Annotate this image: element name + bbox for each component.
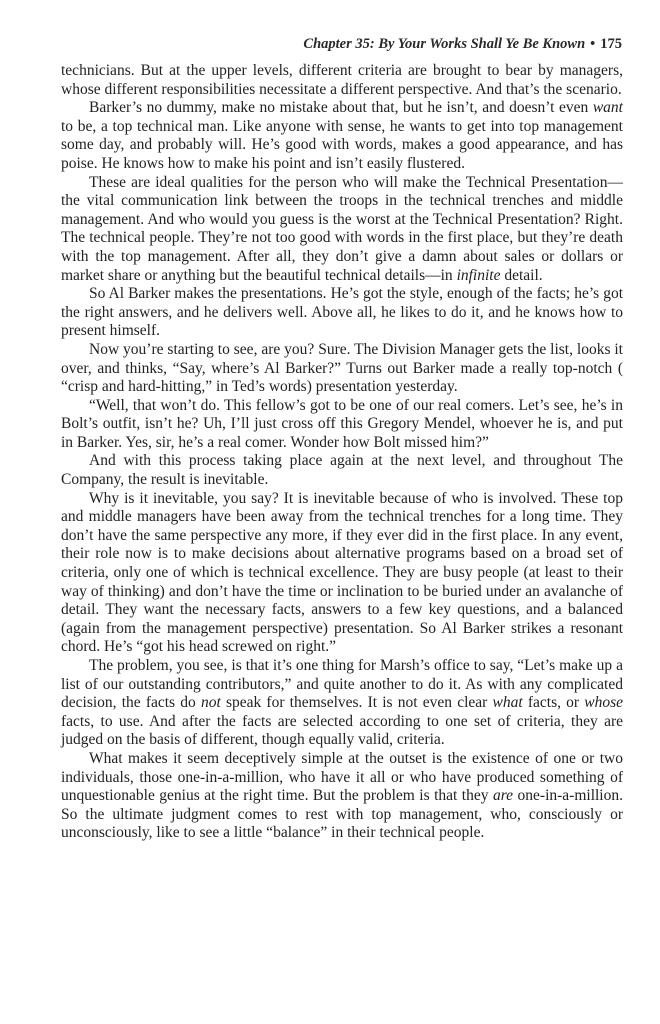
paragraph: Barker’s no dummy, make no mistake about that, but he isn’t, and doesn’t even want to be, a top technical man. Like anyone with sense, he wants to get into top management some day, and probably will. He’s good with words, makes a good appearance, and has poise. He knows how to make his point and isn’t easily flustered. xyxy=(61,99,623,172)
paragraph: And with this process taking place again at the next level, and throughout The Company, the result is inevitable. xyxy=(61,452,623,489)
running-header xyxy=(303,36,622,53)
paragraph: Now you’re starting to see, are you? Sure. The Division Manager gets the list, looks it over, and thinks, “Say, where’s Al Barker?” Turns out Barker made a really top-notch ( “crisp and hard-hitting,” in Ted’s words) presentation yesterday. xyxy=(61,340,623,396)
paragraph: What makes it seem deceptively simple at the outset is the existence of one or two individuals, those one-in-a-million, who have it all or who have produced something of unquestionable genius at the right time. But the problem is that they are one-in-a-million. So the ultimate judgment comes to rest with top management, who, consciously or unconsciously, like to see a little “balance” in their technical people. xyxy=(61,749,623,842)
paragraph: technicians. But at the upper levels, different criteria are brought to bear by managers, whose different responsibilities necessitate a different perspective. And that’s the scenario. xyxy=(61,62,623,98)
page-number: 175 xyxy=(600,36,622,52)
body-text xyxy=(61,62,623,843)
paragraph: “Well, that won’t do. This fellow’s got to be one of our real comers. Let’s see, he’s in Bolt’s outfit, isn’t he? Uh, I’ll just cross off this Gregory Mendel, whoever he is, and put in Barker. Yes, sir, he’s a real comer. Wonder how Bolt missed him?” xyxy=(61,396,623,451)
paragraph: So Al Barker makes the presentations. He’s got the style, enough of the facts; he’s got the right answers, and he delivers well. Above all, he likes to do it, and he knows how to present himself. xyxy=(61,285,623,340)
header-bullet: • xyxy=(590,36,596,52)
paragraph: These are ideal qualities for the person who will make the Technical Presentation—the vital communication link between the troops in the technical trenches and middle management. And who would you guess is the worst at the Technical Presentation? Right. The technical people. They’re not too good with words in the first place, but they’re death with the top management. After all, they don’t give a damn about sales or dollars or market share or anything but the beautiful technical details—in infinite detail. xyxy=(61,173,623,284)
paragraph: The problem, you see, is that it’s one thing for Marsh’s office to say, “Let’s make up a list of our outstanding contributors,” and quite another to do it. As with any complicated decision, the facts do not speak for themselves. It is not even clear what facts, or whose facts, to use. And after the facts are selected according to one set of criteria, they are judged on the basis of different, though equally valid, criteria. xyxy=(61,657,623,749)
chapter-title: Chapter 35: By Your Works Shall Ye Be Known xyxy=(303,36,586,52)
paragraph: Why is it inevitable, you say? It is inevitable because of who is involved. These top and middle managers have been away from the technical trenches for a long time. They don’t have the same perspective any more, if they ever did in the first place. In any event, their role now is to make decisions about alternative programs based on a broad set of criteria, only one of which is technical excellence. They are busy people (at least to their way of thinking) and don’t have the time or inclination to be buried under an avalanche of detail. They want the necessary facts, answers to a few key questions, and a balanced (again from the management perspective) presentation. So Al Barker strikes a resonant chord. He’s “got his head screwed on right.” xyxy=(61,489,623,656)
